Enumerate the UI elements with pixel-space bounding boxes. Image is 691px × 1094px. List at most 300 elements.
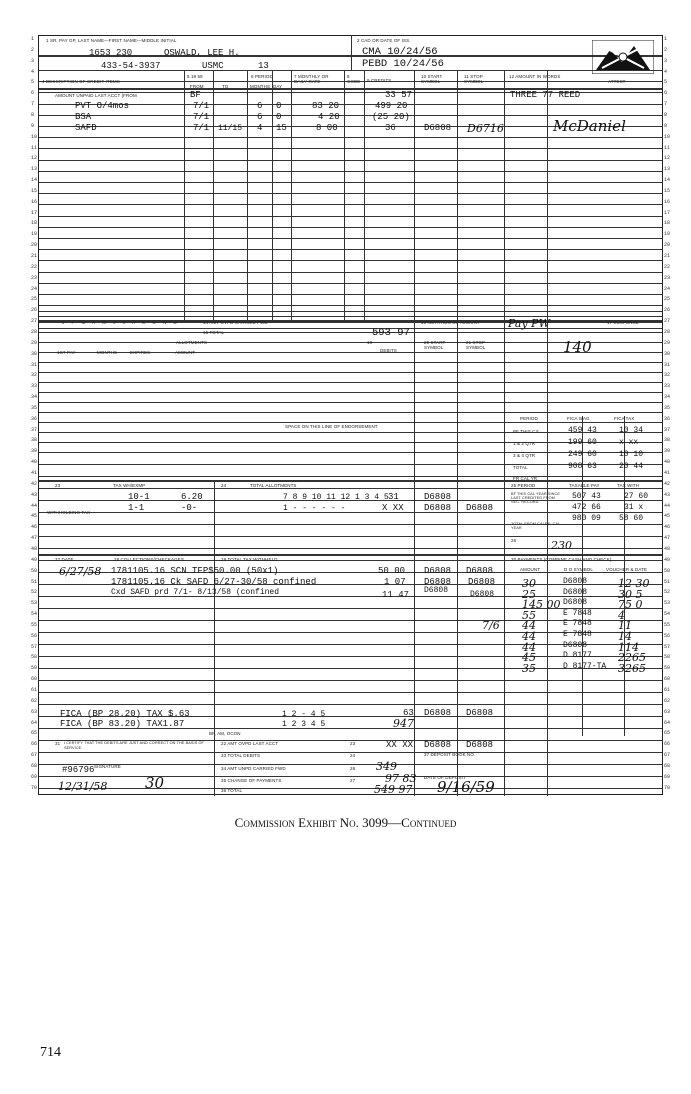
withholding-start-1: D6808: [424, 503, 452, 513]
allot-col-amount: AMOUNT: [175, 350, 196, 355]
form-column-rule: [184, 70, 185, 320]
line-number-left: 23: [31, 274, 38, 281]
line-number-right: 5: [664, 79, 668, 86]
payment-amount: 30: [522, 577, 536, 590]
pay-record-form: [38, 35, 663, 795]
line-number-left: 5: [31, 79, 35, 86]
line-number-right: 45: [664, 513, 671, 520]
form-rule: [39, 227, 662, 228]
credit-stop-2: D6716: [467, 122, 504, 135]
amt-ovpd-carried-label: 14 AMT OVPD CARRIED FWD: [203, 320, 268, 325]
form-column-rule: [214, 736, 215, 796]
line-number-right: 62: [664, 697, 671, 704]
form-rule: [39, 392, 662, 393]
h19-label: 19: [367, 340, 373, 345]
line-number-left: 49: [31, 556, 38, 563]
form-rule: [39, 160, 662, 161]
fica-row-label-4: FR CAL YR: [513, 476, 538, 481]
form-rule: [39, 316, 662, 317]
xx-stop: D6808: [466, 740, 494, 750]
collection-debit-0: 50 00: [378, 566, 406, 576]
line-number-right: 39: [664, 448, 671, 455]
payment-col-amount: AMOUNT: [520, 567, 541, 572]
line-number-left: 19: [31, 231, 38, 238]
line-number-left: 54: [31, 611, 38, 618]
total-tax-withheld-label: 29 TOTAL TAX WITHHELD: [221, 557, 278, 562]
line-number-left: 15: [31, 187, 38, 194]
unpaid-amount: 33 57: [385, 90, 413, 100]
line-number-right: 17: [664, 209, 671, 216]
cma-date: CMA 10/24/56: [362, 46, 438, 58]
taxable-pay-label: TAXABLE PAY: [569, 483, 600, 488]
payment-voucher: 14: [618, 630, 632, 643]
pebd-date: PEBD 10/24/56: [362, 58, 444, 70]
collection-stop-2: D6808: [470, 590, 495, 599]
h24-label: 24: [221, 483, 227, 488]
credit-rate-1: 4 20: [318, 112, 340, 122]
line-number-left: 6: [31, 90, 35, 97]
start-symbol-20-label: 20 START SYMBOL: [424, 340, 446, 350]
signature-label: SIGNATURE: [94, 764, 121, 769]
line-number-right: 32: [664, 372, 671, 379]
payment-voucher: 75 0: [618, 598, 643, 612]
allotments-label: ALLOTMENTS: [176, 340, 208, 345]
credit-from-0: 7/1: [193, 101, 210, 111]
collection-line-1: 1781105.16 Ck SAFD 6/27-30/58 confined: [111, 577, 317, 587]
form-rule: [39, 249, 662, 250]
payment-symbol: E 7848: [563, 630, 592, 639]
line-number-right: 53: [664, 600, 671, 607]
form-rule: [39, 332, 662, 333]
form-rule: [39, 362, 662, 363]
line-number-left: 29: [31, 339, 38, 346]
payment-col-symbol: D O SYMBOL: [564, 567, 594, 572]
taxable-1: 472 66: [572, 503, 601, 512]
line-number-right: 25: [664, 296, 671, 303]
taxable-0: 507 43: [572, 492, 601, 501]
total-debits-amount: 349: [376, 760, 397, 773]
form-rule: [39, 412, 662, 413]
credit-amount-1: (25 20): [372, 112, 410, 122]
line-number-right: 66: [664, 741, 671, 748]
xx-start: D6808: [424, 740, 452, 750]
payment-voucher: 12 30: [618, 577, 650, 590]
deposit-date-label: DATE OF DEPOSIT: [424, 775, 466, 780]
line-number-right: 30: [664, 350, 671, 357]
withholding-stop-1: D6808: [466, 503, 494, 513]
line-number-left: 14: [31, 177, 38, 184]
form-rule: [39, 216, 662, 217]
line-number-left: 53: [31, 600, 38, 607]
line-number-right: 64: [664, 719, 671, 726]
line-number-left: 1: [31, 36, 35, 42]
line-number-left: 59: [31, 665, 38, 672]
line-number-left: 8: [31, 111, 35, 118]
header-year: 5 19 58: [187, 74, 203, 79]
form-rule: [39, 776, 662, 777]
credit-rate-0: 83 20: [312, 101, 340, 111]
fica-row-label-1: 1 & 2 QTR: [513, 441, 536, 446]
amount-in-words: THREE 77 REED: [510, 90, 581, 100]
taxwh-0: 27 60: [624, 492, 649, 501]
line-number-left: 37: [31, 426, 38, 433]
withholding-start-0: D6808: [424, 492, 452, 502]
line-number-right: 20: [664, 242, 671, 249]
collection-start-2: D6808: [424, 586, 449, 595]
amt-ovpd-last-label: 22 AMT OVPD LAST ACCT: [221, 741, 279, 746]
allot-col-expires: EXPIRES: [130, 350, 151, 355]
line-number-right: 10: [664, 133, 671, 140]
line-number-right: 6: [664, 90, 668, 97]
line-number-left: 50: [31, 567, 38, 574]
line-number-left: 35: [31, 404, 38, 411]
withholding-tax-1: -0-: [181, 503, 198, 513]
line-number-right: 63: [664, 708, 671, 715]
line-number-left: 68: [31, 762, 38, 769]
line-number-left: 41: [31, 470, 38, 476]
form-rule-bold: [39, 480, 662, 482]
line-number-left: 51: [31, 578, 38, 585]
payment-symbol: D 8177-TA: [563, 661, 607, 671]
line-number-left: 42: [31, 480, 38, 487]
payment-amount: 55: [522, 608, 536, 622]
form-rule: [39, 788, 662, 789]
line-number-right: 46: [664, 524, 671, 531]
line-number-left: 56: [31, 632, 38, 639]
form-rule: [39, 764, 662, 765]
form-column-rule: [414, 70, 415, 796]
fica-row-label-0: BF THIS CY: [513, 429, 539, 434]
certification-text: I CERTIFY THAT THE DEBITS ARE JUST AND CORRECT ON THE BASIS OF SERVICE.: [64, 741, 204, 750]
month-letters: J F M A M J J A S O N D: [62, 320, 180, 325]
form-rule: [39, 328, 662, 329]
line-number-left: 7: [31, 101, 35, 108]
line-number-left: 3: [31, 57, 35, 64]
tax-with-label: TAX WITH: [617, 483, 639, 488]
credit-from-1: 7/1: [193, 112, 210, 122]
payment-symbol: D6808: [563, 640, 588, 650]
line-number-right: 69: [664, 773, 671, 780]
payment-symbol: E 7848: [563, 608, 592, 618]
payment-amount: 44: [522, 630, 536, 643]
line-number-right: 44: [664, 502, 671, 509]
line-number-right: 31: [664, 361, 671, 368]
payment-voucher: 11: [618, 619, 632, 633]
collection-start-1: D6808: [424, 577, 452, 587]
line-number-right: 4: [664, 68, 668, 75]
line-number-right: 7: [664, 101, 668, 108]
line-number-left: 28: [31, 328, 38, 335]
line-number-left: 47: [31, 535, 38, 542]
line-number-left: 21: [31, 253, 38, 259]
withholding-months-0: 7 8 9 10 11 12 1 3 4 5: [283, 493, 389, 502]
form-column-rule: [504, 70, 505, 796]
line-number-left: 64: [31, 719, 38, 726]
total-debits-label: 33 TOTAL DEBITS: [221, 753, 261, 758]
line-number-left: 55: [31, 621, 38, 628]
end-amount: 30: [145, 774, 165, 792]
change-payments-label: 35 CHANGE OF PAYMENTS: [221, 778, 282, 783]
line-number-right: 52: [664, 589, 671, 596]
form-column-rule: [457, 70, 458, 796]
line-number-right: 37: [664, 426, 671, 433]
line-number-right: 1: [664, 36, 668, 42]
line-number-right: 40: [664, 459, 671, 466]
member-name: OSWALD, LEE H.: [164, 48, 240, 58]
line-number-left: 62: [31, 697, 38, 704]
line-number-right: 18: [664, 220, 671, 227]
fica-debit-1: 63: [403, 708, 414, 718]
header-amount-words: 12 AMOUNT IN WORDS: [509, 74, 561, 79]
line-number-right: 26: [664, 307, 671, 314]
line-number-right: 21: [664, 253, 671, 259]
line-number-left: 40: [31, 459, 38, 466]
fica-debit-2: 947: [393, 717, 414, 730]
line-number-right: 22: [664, 263, 671, 270]
form-column-rule: [247, 70, 248, 320]
form-rule: [39, 260, 662, 261]
suspense-label: 17 SUSPENSE: [607, 320, 639, 325]
header-from: FROM: [190, 84, 204, 89]
form-rule: [39, 311, 662, 312]
credit-item-0: PVT O/4mos: [75, 101, 130, 111]
period-25-label: 25 PERIOD: [511, 483, 536, 488]
line-number-right: 54: [664, 611, 671, 618]
line-number-right: 11: [664, 144, 671, 151]
header-to: TO: [222, 84, 229, 89]
header-start-symbol: 10 START SYMBOL: [421, 74, 443, 84]
fica-months-1: 1 2 - 4 5: [282, 710, 326, 719]
line-number-left: 31: [31, 361, 38, 368]
line-number-left: 48: [31, 545, 38, 552]
payment-symbol: D6808: [563, 587, 588, 597]
debits-label: DEBITS: [380, 348, 397, 353]
form-rule: [39, 171, 662, 172]
form-rule: [39, 104, 662, 105]
line-number-right: 12: [664, 155, 671, 162]
line-number-right: 58: [664, 654, 671, 661]
payment-voucher: 3265: [618, 661, 646, 675]
line-number-right: 67: [664, 752, 671, 759]
line-number-right: 60: [664, 676, 671, 683]
d27-label: 27: [350, 778, 356, 783]
line-number-left: 46: [31, 524, 38, 531]
line-number-right: 28: [664, 328, 671, 335]
header-rate: 7 MONTHLY OR DAILY RATE: [294, 74, 329, 84]
collection-debit-2: 11 47: [382, 590, 410, 600]
form-rule: [39, 422, 662, 423]
form-rule: [39, 692, 662, 693]
form-rule: [39, 402, 662, 403]
header-attest: ATTEST: [608, 79, 626, 84]
fica-line-1: FICA (BP 28.20) TAX $.63: [60, 709, 190, 719]
handwritten-230: 230: [551, 539, 572, 552]
form-rule: [39, 238, 662, 239]
side-handwriting: 7/6: [482, 619, 500, 632]
credit-months-1: 6: [257, 112, 263, 122]
payment-symbol: E 7848: [563, 619, 592, 629]
form-rule: [39, 283, 662, 284]
total-from-label: TOTAL FROM CALEN. CAL YEAR: [511, 522, 561, 530]
branch-of-service: USMC: [202, 61, 224, 71]
line-number-left: 44: [31, 502, 38, 509]
fica-row-label-3: TOTAL: [513, 465, 528, 470]
collections-28-label: 28 COLLECTIONS/CHECKAGES: [114, 557, 184, 562]
amt-unpd-label: 34 AMT UNPD CARRIED FWD: [221, 766, 286, 771]
form-rule-bold: [39, 554, 662, 556]
line-number-right: 8: [664, 111, 668, 118]
credit-days-2: 15: [276, 123, 287, 133]
line-number-right: 9: [664, 122, 668, 129]
line-number-right: 27: [664, 318, 671, 325]
fica-row-wages-2: 249 60: [568, 450, 597, 459]
line-number-left: 67: [31, 752, 38, 759]
total-36-label: 36 TOTAL: [221, 788, 243, 793]
line-number-left: 24: [31, 285, 38, 292]
credit-months-0: 6: [257, 101, 263, 111]
endorsement-note: SPACE ON THIS LINE OF ENDORSEMENT: [285, 424, 378, 429]
form-column-rule: [351, 36, 352, 70]
form-rule: [39, 272, 662, 273]
line-number-right: 24: [664, 285, 671, 292]
line-number-left: 58: [31, 654, 38, 661]
fica-row-tax-2: 10 10: [619, 450, 644, 459]
line-number-left: 39: [31, 448, 38, 455]
line-number-left: 57: [31, 643, 38, 650]
line-number-left: 17: [31, 209, 38, 216]
d23-label: 23: [350, 741, 356, 746]
line-number-left: 33: [31, 383, 38, 390]
payment-col-voucher: VOUCHER & DATE: [606, 567, 648, 572]
taxable-2: 980 09: [572, 514, 601, 523]
form-rule: [39, 488, 662, 489]
fica-row-tax-1: x xx: [619, 438, 639, 447]
line-number-left: 65: [31, 730, 38, 737]
header-months: MONTHS: [250, 84, 271, 89]
deposit-book-label: 37 DEPOSIT BOOK NO.: [424, 752, 476, 757]
payment-amount: 25: [522, 587, 536, 601]
payment-amount: 44: [522, 619, 536, 633]
service-number: 1653 230: [89, 48, 133, 58]
form-rule: [39, 182, 662, 183]
credit-start-2: D6808: [424, 123, 452, 133]
credit-to-2: 11/15: [218, 124, 243, 133]
line-number-right: 61: [664, 687, 671, 693]
payment-voucher: 30 5: [618, 587, 643, 601]
line-number-left: 18: [31, 220, 38, 227]
line-number-left: 9: [31, 122, 35, 129]
fica-line-2: FICA (BP 83.20) TAX1.87: [60, 719, 185, 729]
line-number-right: 47: [664, 535, 671, 542]
d26-label: 26: [350, 766, 356, 771]
fica-row-wages-3: 908 63: [568, 462, 597, 471]
header-days: DAY: [273, 84, 283, 89]
line-number-left: 22: [31, 263, 38, 270]
form-rule: [39, 115, 662, 116]
attest-signature: McDaniel: [553, 117, 626, 135]
credit-days-1: 0: [276, 112, 282, 122]
form-column-rule: [272, 70, 273, 320]
collection-date: 6/27/58: [59, 565, 102, 578]
fica-row-wages-1: 199 60: [568, 438, 597, 447]
fica-tax-label: FICA TAX: [614, 416, 635, 421]
payment-amount: 45: [522, 651, 536, 665]
collection-line-0: 1781105.16 SCN TFP$50.00 (50x1): [111, 566, 279, 576]
collection-start-0: D6808: [424, 566, 452, 576]
payment-amount: 145 00: [522, 598, 561, 612]
line-number-left: 16: [31, 198, 38, 205]
period-note: BF THIS CAL YEAR SINCE LAST CREDITED FROM SEC. RECORD: [511, 492, 560, 504]
line-number-right: 13: [664, 166, 671, 173]
fica-row-tax-0: 10 34: [619, 426, 644, 435]
line-number-right: 57: [664, 643, 671, 650]
page-number: 714: [40, 1045, 61, 1060]
form-rule: [39, 476, 662, 477]
line-number-left: 38: [31, 437, 38, 444]
line-number-right: 50: [664, 567, 671, 574]
collection-debit-1: 1 07: [384, 577, 406, 587]
line-number-right: 2: [664, 46, 668, 53]
line-number-left: 70: [31, 784, 38, 791]
deposit-date: 9/16/59: [437, 778, 495, 796]
final-total: 549 97: [374, 783, 413, 796]
date-27-label: 27 DATE: [55, 557, 74, 562]
line-number-right: 36: [664, 415, 671, 422]
unpaid-last-acct-label: AMOUNT UNPAID LAST ACCT (FROM: [55, 93, 137, 98]
form-column-rule: [291, 70, 292, 320]
end-date: 12/31/58: [58, 780, 108, 793]
line-number-right: 3: [664, 57, 668, 64]
h31-label: 31: [55, 741, 61, 746]
line-number-right: 33: [664, 383, 671, 390]
collection-line-2: Cxd SAFD prd 7/1- 8/13/58 (confined: [111, 588, 280, 597]
field1-label: 1 SR, PAY GP, LAST NAME—FIRST NAME—MIDDLE INITIAL: [46, 38, 177, 43]
form-rule: [39, 148, 662, 149]
form-rule: [39, 680, 662, 681]
social-security-number: 433-54-3937: [101, 61, 161, 71]
line-number-left: 20: [31, 242, 38, 249]
line-number-left: 27: [31, 318, 38, 325]
form-column-rule: [344, 70, 345, 320]
credit-rate-2: 8 00: [316, 123, 338, 133]
form-rule: [39, 382, 662, 383]
line-number-left: 34: [31, 394, 38, 401]
line-number-right: 49: [664, 556, 671, 563]
stop-symbol-21-label: 21 STOP SYMBOL: [466, 340, 486, 350]
fica-period-label: PERIOD: [520, 416, 538, 421]
withholding-debit-1: X XX: [382, 503, 404, 513]
line-number-right: 29: [664, 339, 671, 346]
payment-amount: 35: [522, 661, 536, 675]
form-rule: [39, 204, 662, 205]
line-number-right: 43: [664, 491, 671, 498]
fica-start-1: D6808: [424, 708, 452, 718]
collection-stop-1: D6808: [468, 577, 496, 587]
payment-amount: 44: [522, 640, 536, 654]
line-number-left: 45: [31, 513, 38, 520]
check-number: #96796: [62, 765, 95, 775]
form-rule: [39, 305, 662, 306]
form-column-rule: [547, 70, 548, 796]
line-number-left: 32: [31, 372, 38, 379]
credit-item-2: SAFD: [75, 123, 97, 133]
withholding-code-1: 1-1: [128, 503, 145, 513]
form-rule: [39, 137, 662, 138]
payment-voucher: 2265: [618, 651, 646, 665]
line-number-left: 25: [31, 296, 38, 303]
line-number-left: 12: [31, 155, 38, 162]
form-column-rule: [364, 70, 365, 320]
